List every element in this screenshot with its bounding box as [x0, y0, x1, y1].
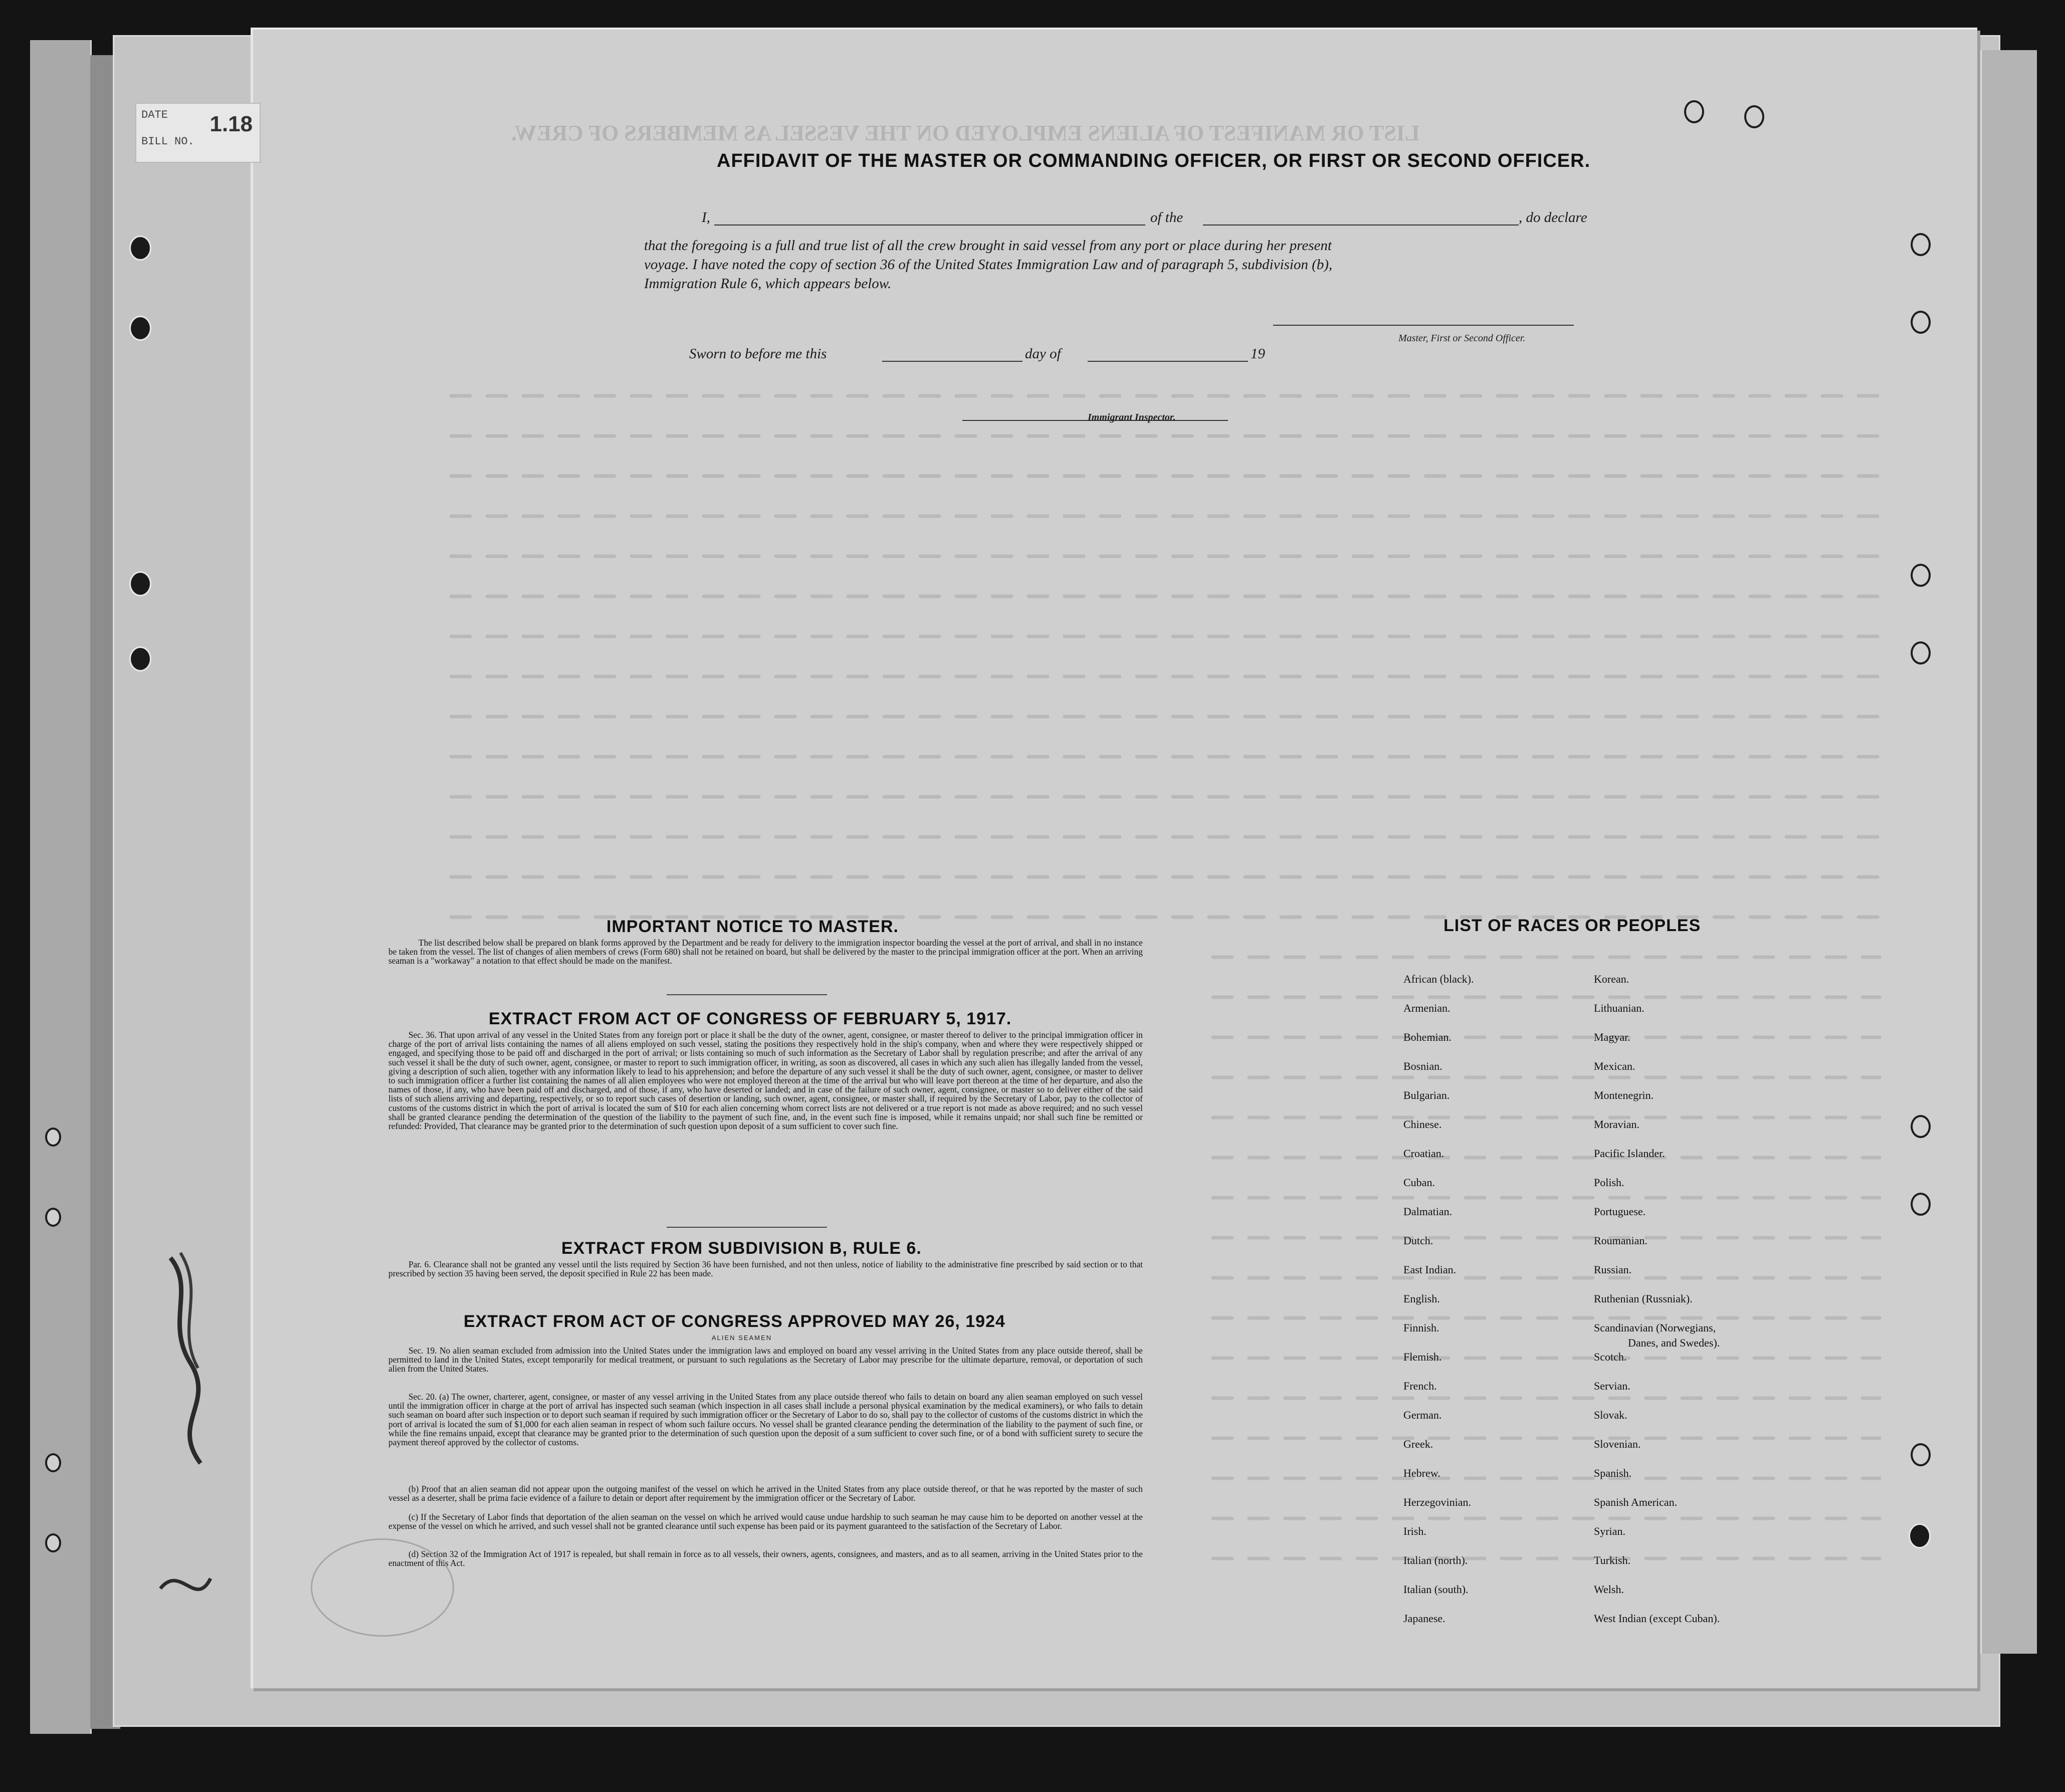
affidavit-statement-line-2: voyage. I have noted the copy of section 36 of the United States Immigration Law and of paragraph 5, subdivision (b), — [644, 257, 1333, 273]
race-item: Lithuanian. — [1594, 1002, 1644, 1014]
punch-hole-icon — [1684, 100, 1704, 123]
race-item: Pacific Islander. — [1594, 1147, 1665, 1160]
race-item: Scandinavian (Norwegians, — [1594, 1321, 1716, 1334]
sworn-year-label: 19 — [1251, 346, 1265, 362]
punch-hole-icon — [1911, 564, 1931, 587]
binder-hole-icon — [129, 571, 151, 596]
race-item: Slovenian. — [1594, 1438, 1641, 1450]
affidavit-name-line — [714, 225, 1145, 226]
punch-hole-icon — [1911, 641, 1931, 664]
rule6-title: EXTRACT FROM SUBDIVISION B, RULE 6. — [561, 1239, 922, 1258]
sworn-month-line — [1088, 361, 1248, 362]
pencil-scribble — [150, 1243, 221, 1483]
binder-tag-number: 1.18 — [210, 112, 253, 136]
race-item: Servian. — [1594, 1380, 1630, 1392]
extract-1924-title: EXTRACT FROM ACT OF CONGRESS APPROVED MAY 26, 1924 — [464, 1312, 1005, 1331]
race-item: Syrian. — [1594, 1525, 1625, 1537]
race-item: Ruthenian (Russniak). — [1594, 1292, 1693, 1305]
race-item: Roumanian. — [1594, 1234, 1647, 1247]
race-item: Korean. — [1594, 973, 1629, 985]
divider — [667, 1227, 827, 1228]
affidavit-i-label: I, — [702, 209, 710, 226]
race-item: Moravian. — [1594, 1118, 1640, 1131]
race-item: Spanish. — [1594, 1467, 1632, 1479]
race-item: West Indian (except Cuban). — [1594, 1612, 1720, 1625]
master-signature-line — [1273, 325, 1574, 326]
right-page-edge — [1980, 50, 2037, 1654]
binder-hole-icon — [45, 1453, 61, 1472]
race-item: Greek. — [1403, 1438, 1433, 1450]
race-item: Croatian. — [1403, 1147, 1444, 1160]
punch-hole-icon — [1744, 105, 1764, 128]
affidavit-statement-line-1: that the foregoing is a full and true list of all the crew brought in said vessel from any port or place during her present — [644, 238, 1332, 254]
race-item: Herzegovinian. — [1403, 1496, 1471, 1508]
race-item: Armenian. — [1403, 1002, 1451, 1014]
race-item: African (black). — [1403, 973, 1474, 985]
race-item: Bohemian. — [1403, 1031, 1452, 1043]
extract-1924-subtitle: ALIEN SEAMEN — [712, 1334, 772, 1341]
race-item: German. — [1403, 1409, 1442, 1421]
binder-hole-icon — [45, 1128, 61, 1147]
extract-1924-sec19: Sec. 19. No alien seaman excluded from admission into the United States under the immigration laws and employed on board any vessel arriving in the United States from any place outside thereof, shall be permitted to land in the United States, except temporarily for medical treatment, or pursuant to such regulations as the Secretary of Labor may prescribe for the ultimate departure, removal, or deportation of such alien from the United States. — [388, 1346, 1143, 1374]
sworn-day-of-label: day of — [1025, 346, 1061, 362]
inspector-label: Immigrant Inspector. — [1088, 412, 1176, 423]
race-item: Montenegrin. — [1594, 1089, 1654, 1101]
race-item: Spanish American. — [1594, 1496, 1678, 1508]
affidavit-of-the-label: of the — [1150, 209, 1183, 226]
race-item: Danes, and Swedes). — [1628, 1336, 1720, 1349]
race-item: Slovak. — [1594, 1409, 1627, 1421]
race-item: Bosnian. — [1403, 1060, 1442, 1072]
master-signature-label: Master, First or Second Officer. — [1398, 333, 1526, 344]
extract-1924-sec20c: (c) If the Secretary of Labor finds that deportation of the alien seaman on the vessel on which he arrived would cause undue hardship to such seaman he may cause him to be deported on another vessel at the expense of the vessel on which he arrived, and such vessel shall not be granted clearance until such expense has been paid or its payment guaranteed to the satisfaction of the Secretary of Labor. — [388, 1512, 1143, 1531]
faded-stamp — [311, 1538, 454, 1637]
affidavit-title: AFFIDAVIT OF THE MASTER OR COMMANDING OFFICER, OR FIRST OR SECOND OFFICER. — [717, 150, 1591, 171]
punch-hole-icon — [1909, 1523, 1931, 1548]
race-item: East Indian. — [1403, 1263, 1457, 1276]
race-item: Portuguese. — [1594, 1205, 1646, 1218]
binder-hole-icon — [129, 316, 151, 341]
binder-hole-icon — [129, 236, 151, 261]
race-item: Bulgarian. — [1403, 1089, 1450, 1101]
race-item: Magyar. — [1594, 1031, 1630, 1043]
affidavit-statement-line-3: Immigration Rule 6, which appears below. — [644, 276, 892, 292]
extract-1924-sec20a: Sec. 20. (a) The owner, charterer, agent, consignee, or master of any vessel arriving in the United States from any place outside thereof who fails to detain on board any alien seaman employed on such vessel until the immigration officer in charge at the port of arrival has inspected such seaman (which inspection in all cases shall include a personal physical examination by the medical examiners), or who fails to detain such seaman on board after such inspection or to deport such seaman if required by such immigration officer or the Secretary of Labor to do so, shall pay to the collector of customs of the customs district in which the port of arrival is located the sum of $1,000 for each alien seaman in respect of whom such failure occurs. No vessel shall be granted clearance pending the determination of the liability to the payment of such fine, or while the fine remains unpaid, except that clearance may be granted prior to the determination of such question upon the deposit of a sum sufficient to cover such fine, or of a bond with sufficient surety to secure the payment thereof approved by the collector of customs. — [388, 1392, 1143, 1448]
binder-hole-icon — [45, 1533, 61, 1552]
binder-tag-bill: BILL NO. — [141, 135, 194, 148]
extract-1924-sec20b: (b) Proof that an alien seaman did not appear upon the outgoing manifest of the vessel on which he arrived in the United States from any place outside thereof, or that he was reported by the master of such vessel as a deserter, shall be prima facie evidence of a failure to detain or deport after requirement by the immigration officer or the Secretary of Labor. — [388, 1484, 1143, 1503]
race-item: Dutch. — [1403, 1234, 1433, 1247]
affidavit-declare-label: , do declare — [1519, 209, 1587, 226]
race-item: Cuban. — [1403, 1176, 1435, 1189]
punch-hole-icon — [1911, 311, 1931, 334]
race-item: Scotch. — [1594, 1351, 1627, 1363]
races-title: LIST OF RACES OR PEOPLES — [1443, 916, 1701, 935]
sworn-label: Sworn to before me this — [689, 346, 827, 362]
race-item: Flemish. — [1403, 1351, 1442, 1363]
sworn-day-line — [882, 361, 1022, 362]
race-item: Italian (north). — [1403, 1554, 1468, 1566]
race-item: Hebrew. — [1403, 1467, 1440, 1479]
binder-hole-icon — [45, 1208, 61, 1227]
race-item: Chinese. — [1403, 1118, 1442, 1131]
extract-1924-sec20d: (d) Section 32 of the Immigration Act of 1917 is repealed, but shall remain in force as to all vessels, their owners, agents, consignees, and masters, and as to all seamen, arriving in the United States prior to the enactment of this Act. — [388, 1549, 1143, 1569]
extract-1917-title: EXTRACT FROM ACT OF CONGRESS OF FEBRUARY 5, 1917. — [489, 1009, 1012, 1028]
race-item: Irish. — [1403, 1525, 1426, 1537]
divider — [667, 994, 827, 995]
race-item: Polish. — [1594, 1176, 1624, 1189]
binder-tag-date: DATE — [141, 109, 168, 121]
punch-hole-icon — [1911, 1193, 1931, 1216]
extract-1917-text: Sec. 36. That upon arrival of any vessel in the United States from any foreign port or place it shall be the duty of the owner, agent, consignee, or master thereof to deliver to the principal immigration officer in charge of the port of arrival lists containing the names of all aliens employed on such vessel, stating the positions they respectively hold in the ship's company, when and where they were respectively shipped or engaged, and specifying those to be paid off and discharged in the port of arrival; or lists containing so much of such information as the Secretary of Labor shall by regulation prescribe; and after the arrival of any such vessel it shall be the duty of such owner, agent, consignee, or master to report to such immigration officer, in writing, as soon as discovered, all cases in which any such alien has illegally landed from the vessel, giving a description of such alien, together with any information likely to lead to his apprehension; and before the departure of any such vessel it shall be the duty of such owner, agent, consignee, or master to deliver to such immigration officer a further list containing the names of all alien employees who were not employed thereon at the time of the arrival but who will leave port thereon at the time of her departure, and also the names of those, if any, who have been paid off and discharged, and of those, if any, who have deserted or landed; and in case of the failure of such owner, agent, consignee, or master so to deliver either of the said lists of such aliens arriving and departing, respectively, or so to report such cases of desertion or landing, such owner, agent, consignee, or master shall, if required by the Secretary of Labor, pay to the collector of customs of the customs district in which the port of arrival is located the sum of $10 for each alien concerning whom correct lists are not delivered or a true report is not made as above required; and no such vessel shall be granted clearance pending the determination of the question of the liability to the payment of such fine, and, in the event such fine is imposed, while it remains unpaid; nor shall such fine be remitted or refunded: Provided, That clearance may be granted prior to the determination of such question upon deposit of a sum sufficient to cover such fine. — [388, 1030, 1143, 1132]
race-item: Italian (south). — [1403, 1583, 1469, 1596]
race-item: Japanese. — [1403, 1612, 1446, 1625]
pencil-scribble — [150, 1558, 221, 1614]
punch-hole-icon — [1911, 233, 1931, 256]
punch-hole-icon — [1911, 1443, 1931, 1466]
affidavit-vessel-line — [1203, 225, 1519, 226]
punch-hole-icon — [1911, 1115, 1931, 1138]
notice-title: IMPORTANT NOTICE TO MASTER. — [606, 917, 899, 936]
bleed-through-header: LIST OR MANIFEST OF ALIENS EMPLOYED ON THE VESSEL AS MEMBERS OF CREW. — [511, 121, 1420, 145]
race-item: Finnish. — [1403, 1321, 1439, 1334]
race-item: Welsh. — [1594, 1583, 1624, 1596]
race-item: French. — [1403, 1380, 1437, 1392]
rule6-text: Par. 6. Clearance shall not be granted any vessel until the lists required by Section 36 have been furnished, and not then unless, notice of liability to the administrative fine prescribed by said section or to that prescribed by section 35 having been served, the deposit specified in Rule 22 has been made. — [388, 1259, 1143, 1279]
race-item: Russian. — [1594, 1263, 1632, 1276]
race-item: Turkish. — [1594, 1554, 1631, 1566]
binder-strip — [30, 40, 92, 1734]
notice-text: The list described below shall be prepared on blank forms approved by the Department and be ready for delivery to the immigration inspector boarding the vessel at the port of arrival, and shall in no instance be taken from the vessel. The list of changes of alien members of crews (Form 680) shall not be retained on board, but shall be delivered by the master to the principal immigration officer at the port. When an arriving seaman is a "workaway" a notation to that effect should be made on the manifest. — [388, 938, 1143, 966]
binder-hole-icon — [129, 646, 151, 671]
race-item: English. — [1403, 1292, 1440, 1305]
race-item: Mexican. — [1594, 1060, 1635, 1072]
race-item: Dalmatian. — [1403, 1205, 1453, 1218]
binder-tag — [135, 103, 261, 163]
